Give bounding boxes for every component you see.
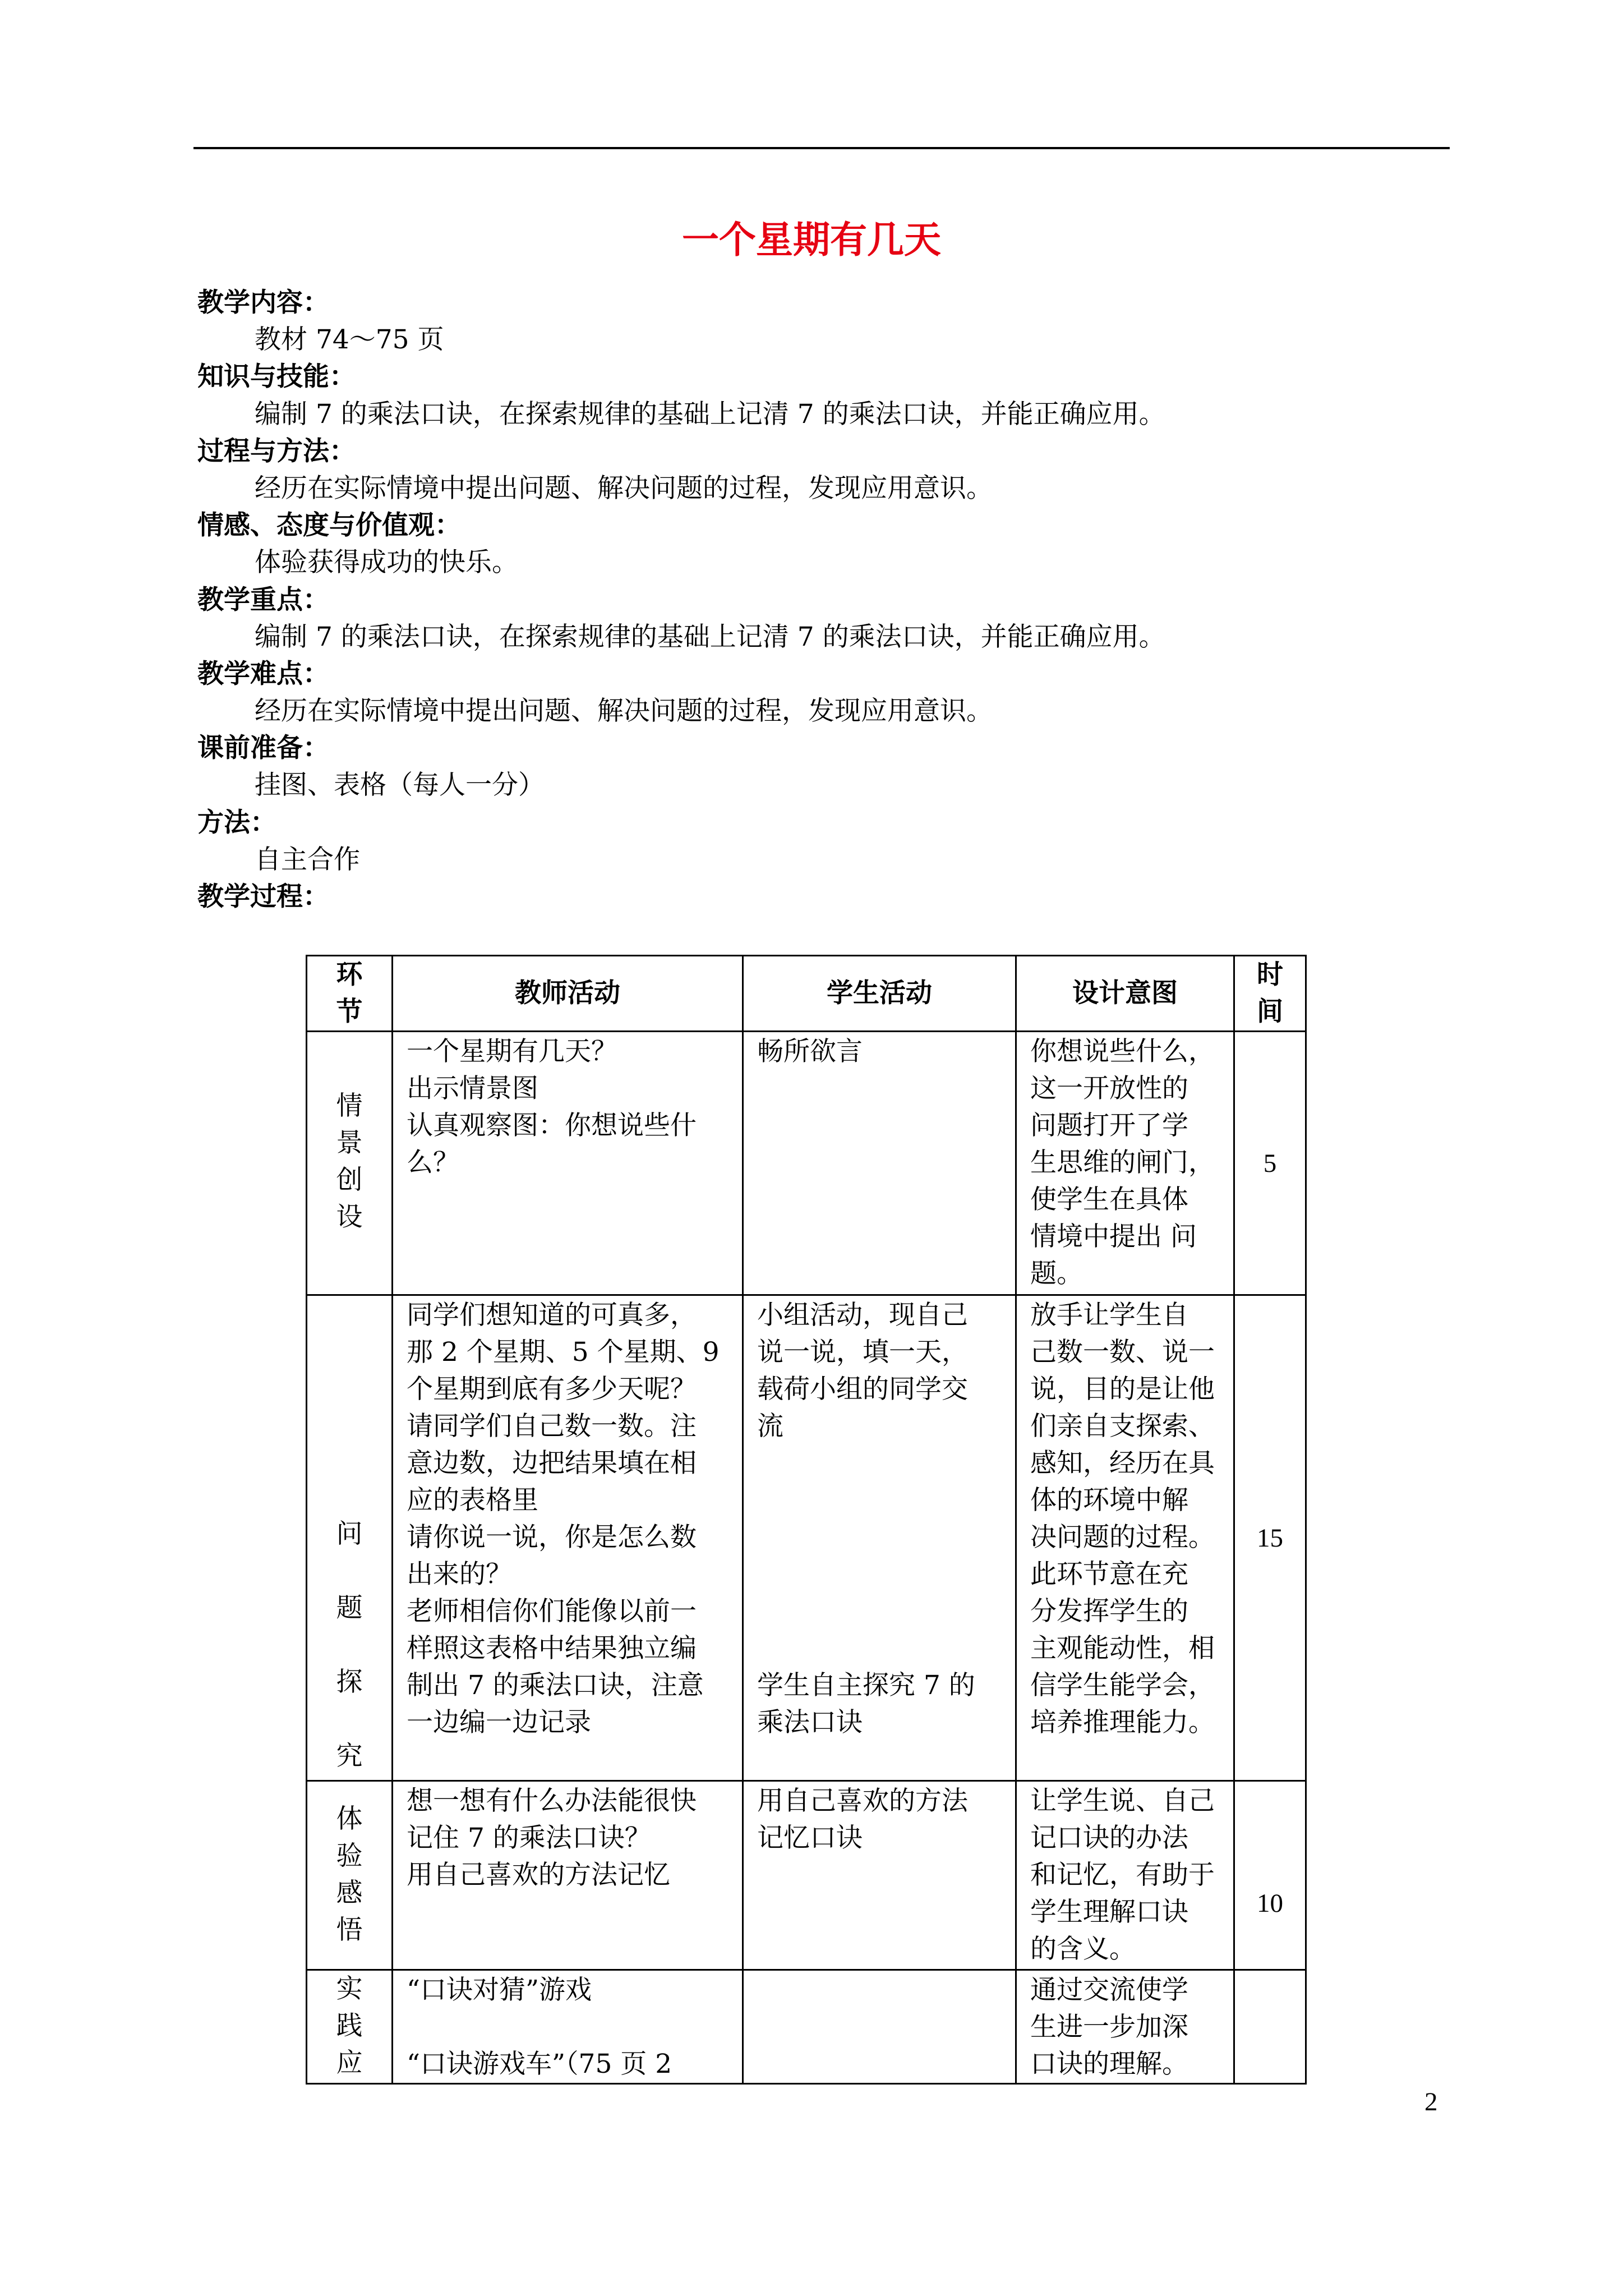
stage-cell: 实 践 应 xyxy=(307,1970,393,2084)
stage-cell: 情 景 创 设 xyxy=(307,1032,393,1295)
section-body: 编制 7 的乘法口诀，在探索规律的基础上记清 7 的乘法口诀，并能正确应用。 xyxy=(255,398,1165,430)
teacher-activity-cell: “口诀对猜”游戏 “口诀游戏车”（75 页 2 xyxy=(393,1970,743,2084)
header-design-intent: 设计意图 xyxy=(1016,956,1234,1032)
design-intent-cell: 你想说些什么， 这一开放性的 问题打开了学 生思维的闸门， 使学生在具体 情境中提出 问 题。 xyxy=(1016,1032,1234,1295)
section-body: 挂图、表格（每人一分） xyxy=(255,770,545,801)
lesson-plan-table xyxy=(306,955,1307,2085)
time-cell xyxy=(1234,1970,1306,2084)
header-student-activity: 学生活动 xyxy=(743,956,1016,1032)
section-body: 经历在实际情境中提出问题、解决问题的过程，发现应用意识。 xyxy=(255,472,993,504)
section-body: 编制 7 的乘法口诀，在探索规律的基础上记清 7 的乘法口诀，并能正确应用。 xyxy=(255,621,1165,652)
table-row xyxy=(307,1295,1306,1781)
student-activity-cell xyxy=(743,1970,1016,2084)
section-body: 体验获得成功的快乐。 xyxy=(255,547,518,578)
teacher-activity-cell: 同学们想知道的可真多， 那 2 个星期、5 个星期、9 个星期到底有多少天呢？ 请同学们自己数一数。注 意边数，边把结果填在相 应的表格里 请你说一说，你是怎么数 出来的？ 老师相信你们能像以前一 样照这表格中结果独立编 制出 7 的乘法口诀，注意 一边编一边记录 xyxy=(393,1295,743,1781)
page-number: 2 xyxy=(1424,2087,1438,2116)
section-body: 经历在实际情境中提出问题、解决问题的过程，发现应用意识。 xyxy=(255,696,993,727)
table-row xyxy=(307,1970,1306,2084)
student-activity-cell: 小组活动，现自己 说一说，填一天， 载荷小组的同学交 流 学生自主探究 7 的 乘法口诀 xyxy=(743,1295,1016,1781)
section-body: 教材 74～75 页 xyxy=(255,324,444,356)
time-cell: 5 xyxy=(1234,1032,1306,1295)
design-intent-cell: 放手让学生自 己数一数、说一 说，目的是让他 们亲自支探索、 感知，经历在具 体的环境中解 决问题的过程。 此环节意在充 分发挥学生的 主观能动性，相 信学生能学会， 培养推理能力。 xyxy=(1016,1295,1234,1781)
header-rule xyxy=(193,147,1450,149)
table-row xyxy=(307,1032,1306,1295)
section-heading: 过程与方法： xyxy=(197,435,356,467)
table-row xyxy=(307,1781,1306,1970)
section-heading: 教学内容： xyxy=(197,287,329,318)
section-heading: 方法： xyxy=(197,807,276,838)
lesson-sections xyxy=(197,284,1431,915)
time-cell: 15 xyxy=(1234,1295,1306,1781)
header-time: 时 间 xyxy=(1234,956,1306,1032)
section-heading: 情感、态度与价值观： xyxy=(197,510,461,541)
time-cell: 10 xyxy=(1234,1781,1306,1970)
section-heading: 知识与技能： xyxy=(197,361,356,393)
section-heading: 课前准备： xyxy=(197,733,329,764)
teacher-activity-cell: 想一想有什么办法能很快 记住 7 的乘法口诀？ 用自己喜欢的方法记忆 xyxy=(393,1781,743,1970)
section-body: 自主合作 xyxy=(255,844,360,875)
section-heading: 教学难点： xyxy=(197,658,329,689)
design-intent-cell: 通过交流使学 生进一步加深 口诀的理解。 xyxy=(1016,1970,1234,2084)
section-heading: 教学重点： xyxy=(197,584,329,615)
header-stage: 环 节 xyxy=(307,956,393,1032)
section-heading: 教学过程： xyxy=(197,881,329,912)
header-teacher-activity: 教师活动 xyxy=(393,956,743,1032)
stage-cell: 问 题 探 究 xyxy=(307,1295,393,1781)
student-activity-cell: 用自己喜欢的方法 记忆口诀 xyxy=(743,1781,1016,1970)
stage-cell: 体 验 感 悟 xyxy=(307,1781,393,1970)
table-header-row xyxy=(307,956,1306,1032)
teacher-activity-cell: 一个星期有几天？ 出示情景图 认真观察图：你想说些什 么？ xyxy=(393,1032,743,1295)
design-intent-cell: 让学生说、自己 记口诀的办法 和记忆，有助于 学生理解口诀 的含义。 xyxy=(1016,1781,1234,1970)
student-activity-cell: 畅所欲言 xyxy=(743,1032,1016,1295)
page-title: 一个星期有几天 xyxy=(682,218,941,261)
